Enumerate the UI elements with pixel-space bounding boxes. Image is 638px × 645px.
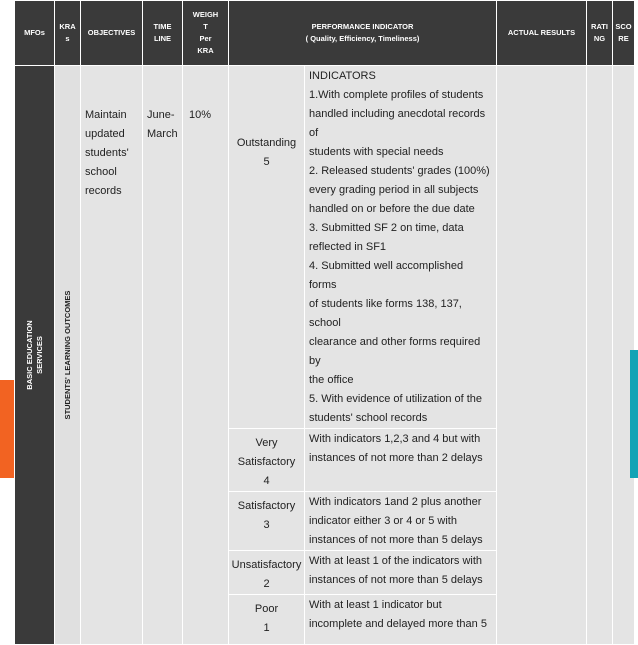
mfo-cell	[15, 66, 55, 645]
weight-cell: 10%	[183, 66, 229, 645]
rating-label-outstanding: Outstanding 5	[229, 66, 305, 429]
header-kras: KRA s	[55, 1, 81, 66]
indicator-very-satisfactory: With indicators 1,2,3 and 4 but with instances of not more than 2 delays	[305, 429, 497, 492]
header-score: SCO RE	[613, 1, 635, 66]
actual-results-cell	[497, 66, 587, 645]
kra-cell	[55, 66, 81, 645]
header-rating: RATI NG	[587, 1, 613, 66]
teal-side-accent	[630, 350, 638, 478]
indicator-outstanding: INDICATORS 1.With complete profiles of students handled including anecdotal records of students with special needs 2. Released students' grades (100%) every grading period in all subjects handled on or before the due date 3. Submitted SF 2 on time, data reflected in SF1 4. Submitted well accomplished forms of students like forms 138, 137, school clearance and other forms required by the office 5. With evidence of utilization of the students' school records	[305, 66, 497, 429]
mfo-label: BASIC EDUCATION SERVICES	[24, 320, 44, 390]
objective-cell: Maintain updated students' school records	[81, 66, 143, 645]
indicator-unsatisfactory: With at least 1 of the indicators with instances of not more than 5 delays	[305, 551, 497, 595]
header-performance-indicator: PERFORMANCE INDICATOR ( Quality, Efficiency, Timeliness)	[229, 1, 497, 66]
rating-label-satisfactory: Satisfactory 3	[229, 492, 305, 551]
rating-label-very-satisfactory: Very Satisfactory 4	[229, 429, 305, 492]
rating-label-unsatisfactory: Unsatisfactory 2	[229, 551, 305, 595]
header-weight: WEIGH T Per KRA	[183, 1, 229, 66]
rating-label-poor: Poor 1	[229, 595, 305, 645]
rating-cell	[587, 66, 613, 645]
orange-corner-accent	[0, 380, 14, 478]
performance-table	[14, 0, 635, 645]
indicator-satisfactory: With indicators 1and 2 plus another indicator either 3 or 4 or 5 with instances of not more than 5 delays	[305, 492, 497, 551]
kra-label: STUDENTS' LEARNING OUTCOMES	[62, 290, 72, 420]
header-objectives: OBJECTIVES	[81, 1, 143, 66]
timeline-cell: June- March	[143, 66, 183, 645]
header-timeline: TIME LINE	[143, 1, 183, 66]
indicator-poor: With at least 1 indicator but incomplete and delayed more than 5	[305, 595, 497, 645]
table-row	[15, 66, 635, 429]
header-mfos: MFOs	[15, 1, 55, 66]
header-actual-results: ACTUAL RESULTS	[497, 1, 587, 66]
table-header-row	[15, 1, 635, 66]
